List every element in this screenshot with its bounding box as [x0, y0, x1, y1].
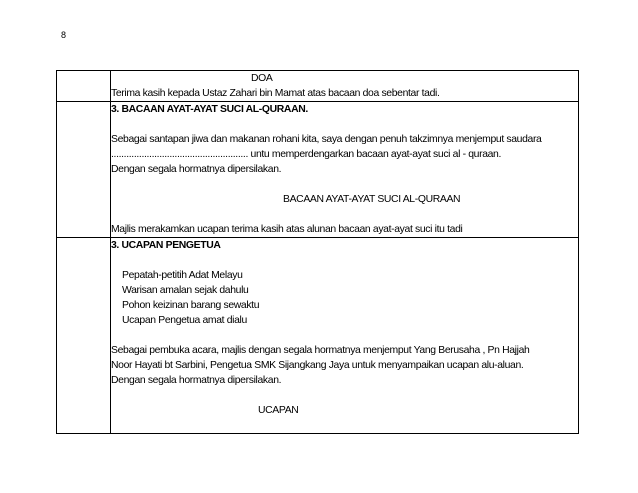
ucapan-text-line: Dengan segala hormatnya dipersilakan.	[111, 375, 282, 386]
content-cell-bacaan	[111, 102, 579, 238]
bacaan-action-label: BACAAN AYAT-AYAT SUCI AL-QURAAN	[283, 194, 461, 205]
table-row-doa	[57, 71, 579, 102]
content-cell-doa	[111, 71, 579, 102]
section-heading-ucapan: 3. UCAPAN PENGETUA	[111, 240, 221, 251]
verse-line: Ucapan Pengetua amat dialu	[122, 315, 247, 326]
ucapan-text-line: Noor Hayati bt Sarbini, Pengetua SMK Sijangkang Jaya untuk menyampaikan ucapan alu-aluan.	[111, 360, 524, 371]
left-column-cell	[57, 238, 111, 434]
bacaan-text-line: ...................................................... untu memperdengarkan bacaan ayat-ayat suci al - quraan.	[111, 149, 502, 160]
left-column-cell	[57, 102, 111, 238]
bacaan-closing-text: Majlis merakamkan ucapan terima kasih atas alunan bacaan ayat-ayat suci itu tadi	[111, 224, 463, 235]
table-row-bacaan	[57, 102, 579, 238]
verse-line: Pepatah-petitih Adat Melayu	[122, 270, 243, 281]
bacaan-text-line: Dengan segala hormatnya dipersilakan.	[111, 164, 282, 175]
doa-thanks-text: Terima kasih kepada Ustaz Zahari bin Mamat atas bacaan doa sebentar tadi.	[111, 88, 440, 99]
ucapan-action-label: UCAPAN	[258, 405, 299, 416]
section-heading-doa: DOA	[251, 73, 273, 84]
verse-line: Warisan amalan sejak dahulu	[122, 285, 249, 296]
ucapan-text-line: Sebagai pembuka acara, majlis dengan segala hormatnya menjemput Yang Berusaha , Pn Hajjah	[111, 345, 530, 356]
section-heading-bacaan: 3. BACAAN AYAT-AYAT SUCI AL-QURAAN.	[111, 104, 308, 115]
page-number: 8	[61, 30, 67, 40]
table-row-ucapan	[57, 238, 579, 434]
content-cell-ucapan	[111, 238, 579, 434]
verse-line: Pohon keizinan barang sewaktu	[122, 300, 260, 311]
left-column-cell	[57, 71, 111, 102]
bacaan-text-line: Sebagai santapan jiwa dan makanan rohani kita, saya dengan penuh takzimnya menjemput saudara	[111, 134, 542, 145]
program-script-table	[56, 70, 579, 434]
